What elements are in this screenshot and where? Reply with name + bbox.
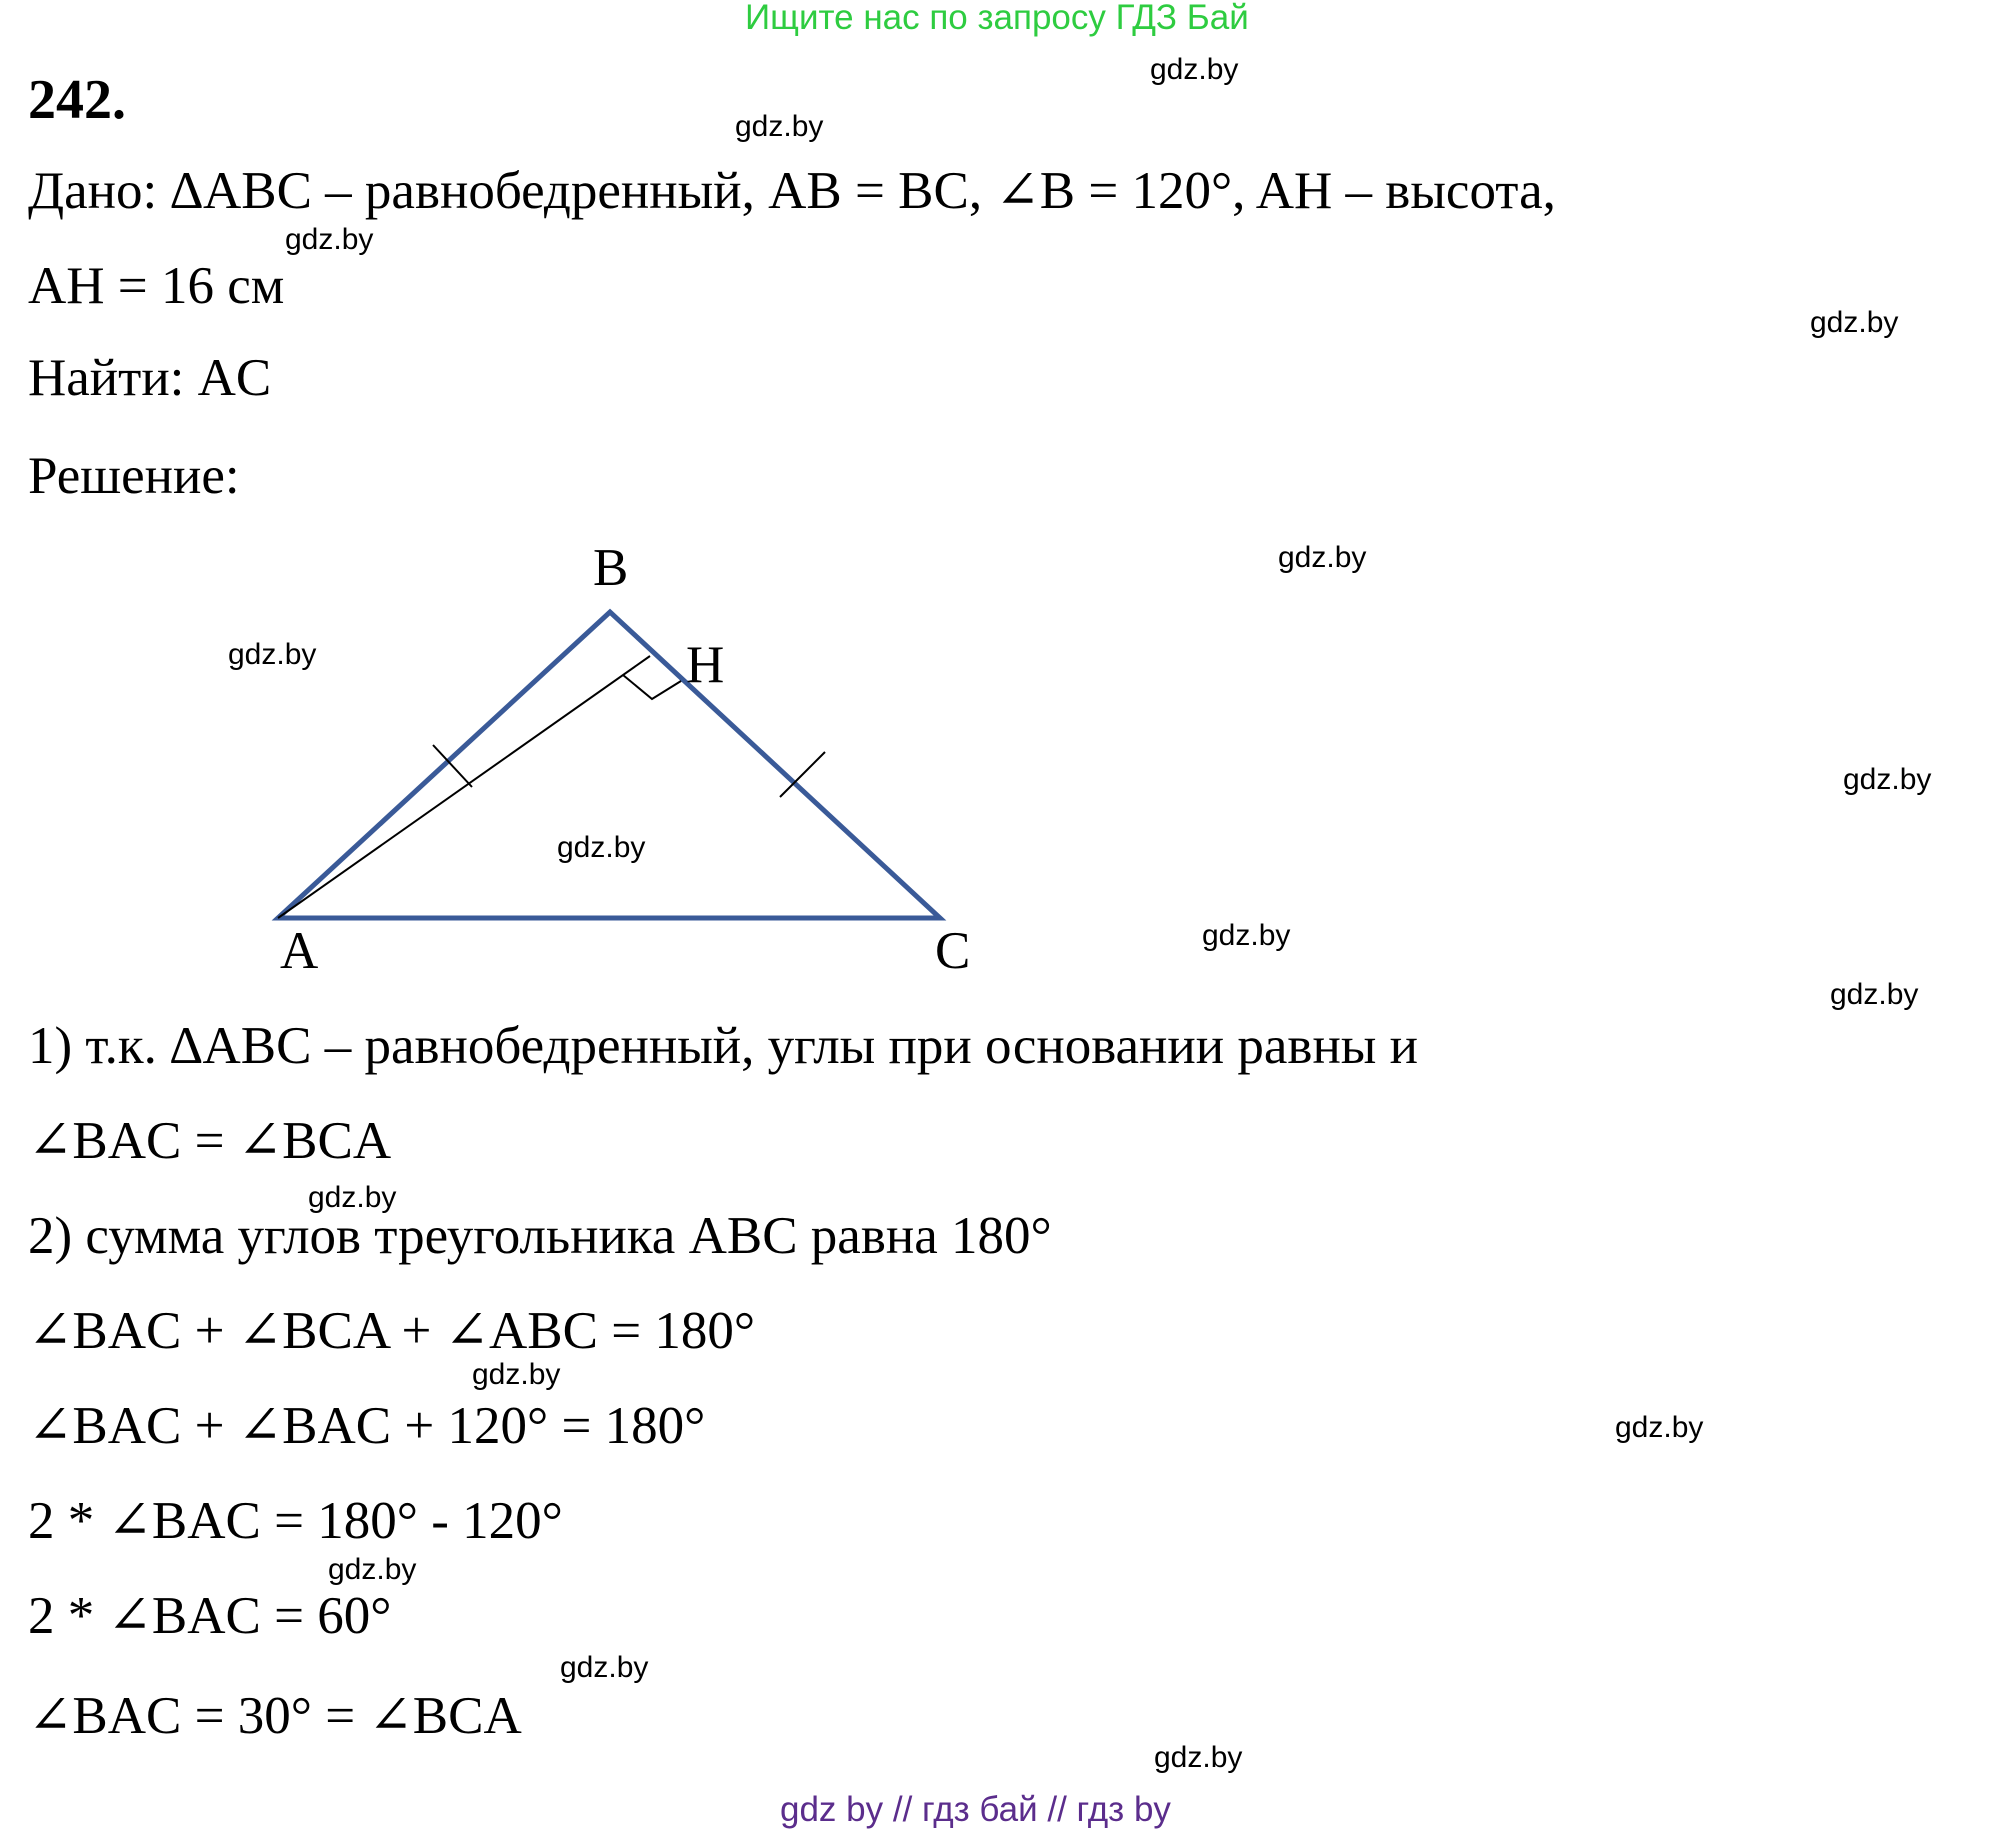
problem-number: 242. bbox=[28, 69, 126, 131]
search-banner: Ищите нас по запросу ГДЗ Бай bbox=[745, 0, 1249, 37]
watermark: gdz.by bbox=[472, 1358, 561, 1391]
watermark: gdz.by bbox=[557, 831, 646, 864]
vertex-label-c: C bbox=[935, 922, 971, 980]
step-2-equation-2: ∠BAC + ∠BAC + 120° = 180° bbox=[28, 1397, 706, 1455]
altitude-ah bbox=[278, 656, 650, 918]
step-1: 1) т.к. ∆ABC – равнобедренный, углы при основании равны и bbox=[28, 1017, 1419, 1075]
watermark: gdz.by bbox=[1150, 53, 1239, 86]
step-2: 2) сумма углов треугольника ABC равна 180° bbox=[28, 1207, 1052, 1265]
step-2-result: ∠BAC = 30° = ∠BCA bbox=[28, 1687, 522, 1745]
watermark: gdz.by bbox=[1278, 541, 1367, 574]
watermark: gdz.by bbox=[560, 1651, 649, 1684]
footer-links: gdz by // гдз бай // гдз by bbox=[780, 1790, 1171, 1829]
watermark: gdz.by bbox=[285, 223, 374, 256]
vertex-label-h: H bbox=[686, 636, 725, 694]
vertex-label-b: B bbox=[593, 539, 629, 597]
watermark: gdz.by bbox=[735, 110, 824, 143]
watermark: gdz.by bbox=[1154, 1741, 1243, 1774]
step-2-equation-4: 2 * ∠BAC = 60° bbox=[28, 1587, 392, 1645]
given-line-2: AH = 16 см bbox=[28, 257, 285, 315]
triangle-abc bbox=[278, 612, 940, 918]
watermark: gdz.by bbox=[1830, 978, 1919, 1011]
step-2-equation-1: ∠BAC + ∠BCA + ∠ABC = 180° bbox=[28, 1302, 756, 1360]
solution-label: Решение: bbox=[28, 447, 240, 505]
watermark: gdz.by bbox=[1843, 763, 1932, 796]
watermark: gdz.by bbox=[228, 638, 317, 671]
find-line: Найти: AC bbox=[28, 349, 272, 407]
right-angle-mark bbox=[623, 675, 681, 699]
watermark: gdz.by bbox=[328, 1553, 417, 1586]
step-1-equation: ∠BAC = ∠BCA bbox=[28, 1112, 392, 1170]
vertex-label-a: A bbox=[280, 922, 319, 980]
step-2-equation-3: 2 * ∠BAC = 180° - 120° bbox=[28, 1492, 563, 1550]
tick-mark-ab bbox=[433, 745, 472, 787]
watermark: gdz.by bbox=[1810, 306, 1899, 339]
watermark: gdz.by bbox=[1202, 919, 1291, 952]
given-line-1: Дано: ∆ABC – равнобедренный, AB = BC, ∠B = 120°, AH – высота, bbox=[28, 162, 1556, 220]
watermark: gdz.by bbox=[1615, 1411, 1704, 1444]
watermark: gdz.by bbox=[308, 1181, 397, 1214]
